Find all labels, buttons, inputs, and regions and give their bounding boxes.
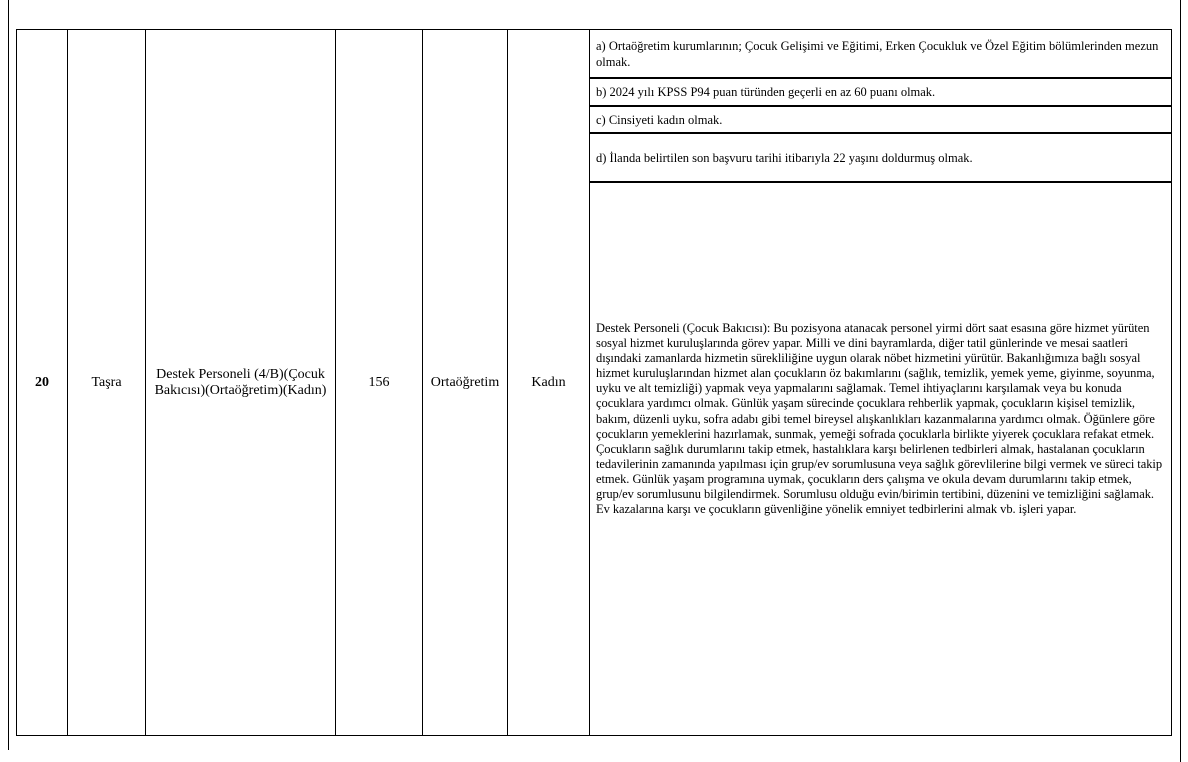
job-table-row [16, 29, 1172, 736]
position-count-cell: 156 [336, 30, 423, 735]
unit-cell: Taşra [68, 30, 146, 735]
page-left-rule [8, 0, 9, 750]
requirement-d: d) İlanda belirtilen son başvuru tarihi itibarıyla 22 yaşını doldurmuş olmak. [590, 134, 1171, 183]
requirement-c: c) Cinsiyeti kadın olmak. [590, 107, 1171, 134]
requirement-b: b) 2024 yılı KPSS P94 puan türünden geçerli en az 60 puanı olmak. [590, 79, 1171, 107]
duty-description: Destek Personeli (Çocuk Bakıcısı): Bu pozisyona atanacak personel yirmi dört saat esasına göre hizmet yürüten sosyal hizmet kuruluşlarında görev yapar. Milli ve dini bayramlarda, diğer tatil günlerinde ve mesai saatleri dışındaki zamanlarda hizmetin sürekliliğine uygun olarak nöbet hizmetini yürütür. Bakanlığımıza bağlı sosyal hizmet kuruluşlarından hizmet alan çocukların öz bakımlarını (sağlık, temizlik, yemek yeme, giyinme, soyunma, uyku ve alt temizliği) yapmak veya yapmalarını sağlamak. Temel ihtiyaçlarını karşılamak veya bu konuda çocuklara yardımcı olmak. Günlük yaşam sürecinde çocuklara rehberlik yapmak, çocukların kişisel temizlik, bakım, düzenli uyku, sofra adabı gibi temel bireysel alışkanlıkları kazanmalarına yardımcı olmak. Öğünlere göre çocukların yemeklerini hazırlamak, sunmak, yemeği sofrada çocuklarla birlikte yiyerek çocuklara refakat etmek. Çocukların sağlık durumlarını takip etmek, hastalıklara karşı belirlenen tedbirleri almak, hastalanan çocukların tedavilerinin zamanında yapılması için grup/ev sorumlusuna veya sağlık görevlilerine bilgi vermek ve süreci takip etmek. Günlük yaşam programına uymak, çocukların ders çalışma ve okula devam durumlarını takip etmek, grup/ev sorumlusunu bilgilendirmek. Sorumlusu olduğu evin/birimin tertibini, düzenini ve temizliğini sağlamak. Ev kazalarına karşı ve çocukların güvenliğine yönelik emniyet tedbirlerini almak vb. işleri yapar. [596, 321, 1163, 517]
gender-cell: Kadın [508, 30, 590, 735]
page-right-rule [1180, 0, 1181, 762]
position-title-cell: Destek Personeli (4/B)(Çocuk Bakıcısı)(Ortaöğretim)(Kadın) [146, 30, 336, 735]
requirement-a: a) Ortaöğretim kurumlarının; Çocuk Gelişimi ve Eğitimi, Erken Çocukluk ve Özel Eğitim bölümlerinden mezun olmak. [590, 30, 1171, 79]
requirements-column [590, 30, 1171, 735]
row-number-cell: 20 [17, 30, 68, 735]
education-level-cell: Ortaöğretim [423, 30, 508, 735]
